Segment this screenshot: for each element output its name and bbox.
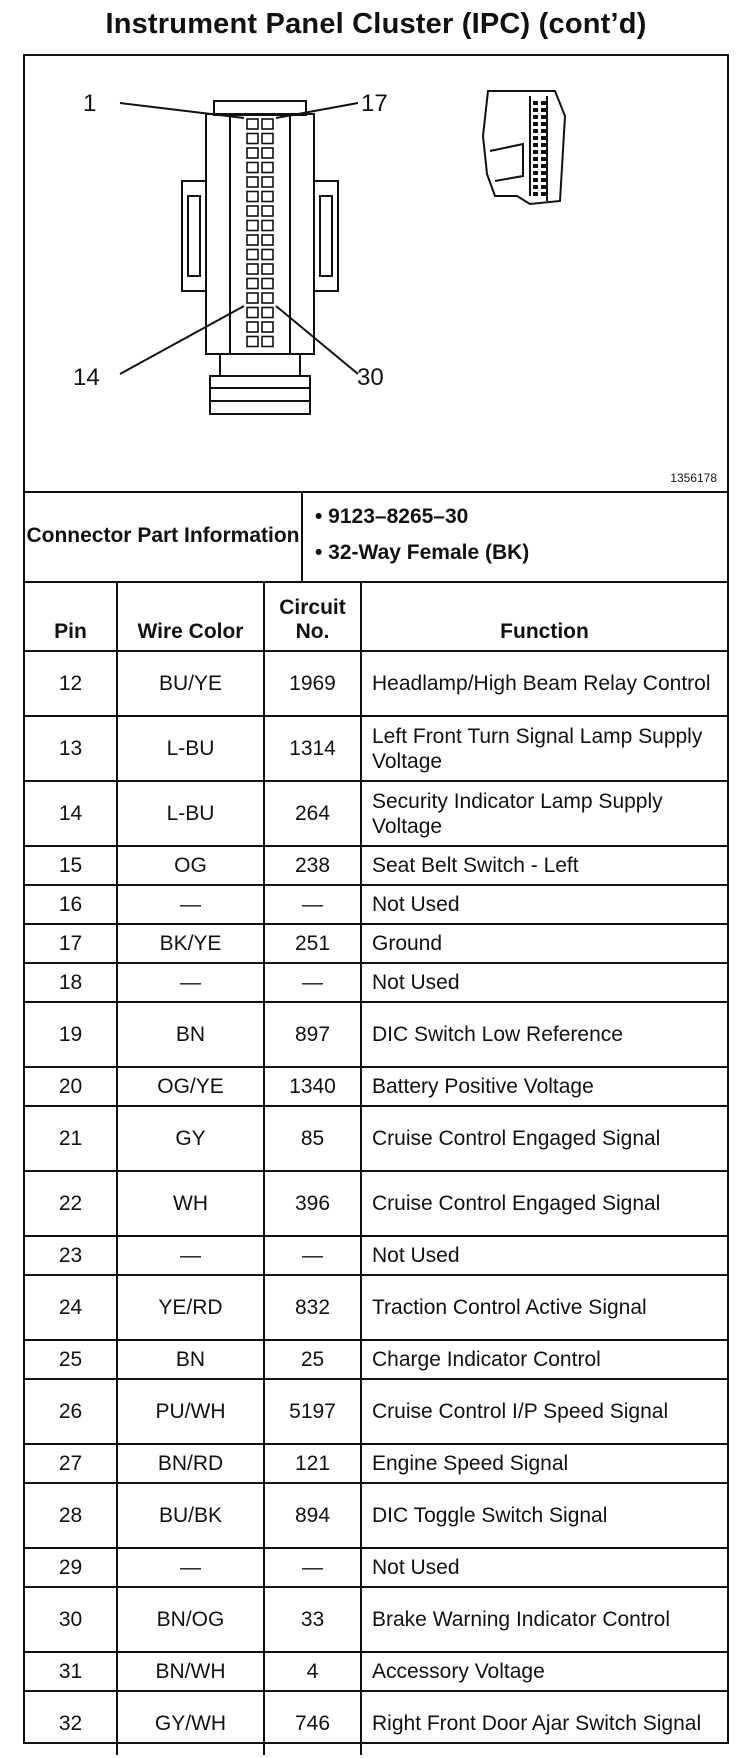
pin-label-14: 14 (73, 364, 100, 391)
connector-top-cap (214, 101, 306, 115)
pin-cell: 23 (25, 1236, 117, 1275)
pin-cavity (262, 322, 273, 332)
pin-cell: 22 (25, 1171, 117, 1236)
table-row (25, 716, 727, 781)
pin-cell: 24 (25, 1275, 117, 1340)
pin-cavity (262, 177, 273, 187)
pin-cell: 13 (25, 716, 117, 781)
header-circuit-no: Circuit No. (264, 581, 361, 651)
pin-cell: 31 (25, 1652, 117, 1691)
pin-cavity (262, 134, 273, 144)
circuit-cell: 897 (264, 1002, 361, 1067)
connector-bottom-collar (220, 354, 300, 376)
function-cell: Ground (361, 924, 727, 963)
pin-cell: 29 (25, 1548, 117, 1587)
function-cell: Not Used (361, 963, 727, 1002)
circuit-cell: — (264, 963, 361, 1002)
table-row (25, 885, 727, 924)
header-pin: Pin (25, 581, 117, 651)
function-cell: DIC Toggle Switch Signal (361, 1483, 727, 1548)
pin-cavity (247, 177, 258, 187)
pin-cell: 17 (25, 924, 117, 963)
side-pin-cavity (533, 150, 538, 154)
side-pin-cavity (533, 171, 538, 175)
wire-color-cell: — (117, 963, 264, 1002)
circuit-cell: 1969 (264, 651, 361, 716)
circuit-cell: 25 (264, 1340, 361, 1379)
function-cell: Charge Indicator Control (361, 1340, 727, 1379)
pin-cell: 25 (25, 1340, 117, 1379)
pin-cell: 20 (25, 1067, 117, 1106)
wire-color-cell: OG (117, 846, 264, 885)
side-pin-cavity (541, 185, 546, 189)
pin-label-17: 17 (361, 90, 388, 117)
wire-color-cell: — (117, 885, 264, 924)
table-row (25, 1587, 727, 1652)
left-latch (182, 181, 206, 291)
table-row (25, 1275, 727, 1340)
table-row (25, 1106, 727, 1171)
wire-color-cell: GY/WH (117, 1691, 264, 1755)
pin-cell: 30 (25, 1587, 117, 1652)
pin-cavity (247, 119, 258, 129)
wire-color-cell: L-BU (117, 781, 264, 846)
circuit-cell: 264 (264, 781, 361, 846)
table-header-row (25, 581, 727, 651)
pin-cell: 32 (25, 1691, 117, 1755)
header-wire-color: Wire Color (117, 581, 264, 651)
pin-cell: 26 (25, 1379, 117, 1444)
function-cell: Engine Speed Signal (361, 1444, 727, 1483)
table-row (25, 1483, 727, 1548)
side-pin-cavity (541, 192, 546, 196)
table-row (25, 1444, 727, 1483)
circuit-cell: 746 (264, 1691, 361, 1755)
wire-color-cell: WH (117, 1171, 264, 1236)
function-cell: Cruise Control Engaged Signal (361, 1171, 727, 1236)
circuit-cell: 121 (264, 1444, 361, 1483)
side-pin-cavity (533, 157, 538, 161)
pin-cell: 15 (25, 846, 117, 885)
wire-color-cell: BN (117, 1340, 264, 1379)
table-row (25, 1652, 727, 1691)
connector-drawing (25, 56, 727, 489)
pin-cavity (247, 235, 258, 245)
pin-label-30: 30 (357, 364, 384, 391)
connector-diagram (25, 56, 727, 493)
function-cell: Not Used (361, 1548, 727, 1587)
wire-color-cell: PU/WH (117, 1379, 264, 1444)
pin-cell: 27 (25, 1444, 117, 1483)
function-cell: Not Used (361, 1236, 727, 1275)
pin-cavity (262, 264, 273, 274)
figure-id: 1356178 (670, 471, 717, 485)
side-pin-cavity (541, 164, 546, 168)
connector-description: • 32-Way Female (BK) (315, 541, 530, 564)
circuit-cell: 238 (264, 846, 361, 885)
header-function: Function (361, 581, 727, 651)
side-pin-cavity (533, 185, 538, 189)
function-cell: Security Indicator Lamp Supply Voltage (361, 781, 727, 846)
side-pin-cavity (533, 136, 538, 140)
wire-color-cell: — (117, 1236, 264, 1275)
pin-cavity (262, 279, 273, 289)
side-pin-cavity (533, 129, 538, 133)
pinout-table (25, 581, 727, 1755)
connector-skirt (210, 376, 310, 414)
circuit-cell: 832 (264, 1275, 361, 1340)
connector-info-label: Connector Part Information (25, 491, 303, 581)
side-pin-cavity (541, 136, 546, 140)
side-pin-cavity (541, 122, 546, 126)
side-pin-cavity (533, 101, 538, 105)
table-row (25, 1067, 727, 1106)
wire-color-cell: OG/YE (117, 1067, 264, 1106)
table-row (25, 1548, 727, 1587)
pin-cavity (262, 293, 273, 303)
side-pin-cavity (541, 150, 546, 154)
table-row (25, 924, 727, 963)
wire-color-cell: YE/RD (117, 1275, 264, 1340)
circuit-cell: — (264, 1236, 361, 1275)
side-pin-cavity (541, 108, 546, 112)
circuit-cell: 1314 (264, 716, 361, 781)
pin-cavity (262, 148, 273, 158)
side-pin-cavity (533, 178, 538, 182)
pin-cavity (247, 148, 258, 158)
table-row (25, 846, 727, 885)
pin-cavity (247, 221, 258, 231)
wire-color-cell: BN/RD (117, 1444, 264, 1483)
circuit-cell: 1340 (264, 1067, 361, 1106)
circuit-cell: 251 (264, 924, 361, 963)
side-pin-cavity (533, 122, 538, 126)
pin-cavity (262, 206, 273, 216)
function-cell: Seat Belt Switch - Left (361, 846, 727, 885)
pin-cavity (247, 308, 258, 318)
table-row (25, 651, 727, 716)
pin-cavity (247, 134, 258, 144)
side-pin-cavity (533, 192, 538, 196)
side-pin-cavity (533, 164, 538, 168)
function-cell: Cruise Control Engaged Signal (361, 1106, 727, 1171)
pin-cavity (247, 250, 258, 260)
connector-sheet (23, 54, 729, 1744)
table-row (25, 1236, 727, 1275)
pin-cell: 14 (25, 781, 117, 846)
pin-cell: 28 (25, 1483, 117, 1548)
table-row (25, 1002, 727, 1067)
table-row (25, 1171, 727, 1236)
pin-cavity (247, 264, 258, 274)
pin-cavity (262, 163, 273, 173)
side-pin-cavity (541, 101, 546, 105)
pin-cavity (262, 250, 273, 260)
side-pin-cavity (541, 157, 546, 161)
wire-color-cell: BU/BK (117, 1483, 264, 1548)
wire-color-cell: L-BU (117, 716, 264, 781)
pin-cavity (247, 279, 258, 289)
function-cell: Not Used (361, 885, 727, 924)
side-pin-cavity (541, 129, 546, 133)
pin-cavity (262, 308, 273, 318)
circuit-cell: — (264, 1548, 361, 1587)
table-row (25, 781, 727, 846)
right-latch (314, 181, 338, 291)
side-pin-cavity (541, 178, 546, 182)
pin-cavity (262, 337, 273, 347)
circuit-cell: — (264, 885, 361, 924)
pin-label-1: 1 (83, 90, 97, 117)
connector-part-number: • 9123–8265–30 (315, 505, 469, 528)
wire-color-cell: BN/WH (117, 1652, 264, 1691)
function-cell: DIC Switch Low Reference (361, 1002, 727, 1067)
wire-color-cell: GY (117, 1106, 264, 1171)
pin-cavity (247, 322, 258, 332)
wire-color-cell: BN (117, 1002, 264, 1067)
connector-info-values (315, 499, 529, 571)
wire-color-cell: BU/YE (117, 651, 264, 716)
pin-cell: 19 (25, 1002, 117, 1067)
circuit-cell: 4 (264, 1652, 361, 1691)
pin-cavity (247, 206, 258, 216)
circuit-cell: 894 (264, 1483, 361, 1548)
pin-cavity (247, 163, 258, 173)
pin-cavity (247, 192, 258, 202)
pin-cell: 21 (25, 1106, 117, 1171)
pin-cavity (262, 221, 273, 231)
function-cell: Cruise Control I/P Speed Signal (361, 1379, 727, 1444)
function-cell: Right Front Door Ajar Switch Signal (361, 1691, 727, 1755)
function-cell: Battery Positive Voltage (361, 1067, 727, 1106)
side-pin-cavity (541, 171, 546, 175)
table-row (25, 963, 727, 1002)
side-pin-cavity (533, 115, 538, 119)
pin-cavity (247, 293, 258, 303)
circuit-cell: 5197 (264, 1379, 361, 1444)
circuit-cell: 396 (264, 1171, 361, 1236)
function-cell: Accessory Voltage (361, 1652, 727, 1691)
pin-cavity (262, 192, 273, 202)
table-row (25, 1691, 727, 1755)
wire-color-cell: — (117, 1548, 264, 1587)
wire-color-cell: BN/OG (117, 1587, 264, 1652)
table-row (25, 1340, 727, 1379)
pin-cavity (247, 337, 258, 347)
circuit-cell: 85 (264, 1106, 361, 1171)
function-cell: Traction Control Active Signal (361, 1275, 727, 1340)
side-pin-cavity (541, 115, 546, 119)
connector-part-info (25, 491, 727, 583)
page-title: Instrument Panel Cluster (IPC) (cont’d) (105, 8, 647, 40)
side-pin-cavity (533, 143, 538, 147)
pin-cell: 16 (25, 885, 117, 924)
pin-cavity (262, 235, 273, 245)
table-row (25, 1379, 727, 1444)
wire-color-cell: BK/YE (117, 924, 264, 963)
side-pin-cavity (533, 108, 538, 112)
pin-cell: 18 (25, 963, 117, 1002)
function-cell: Left Front Turn Signal Lamp Supply Voltage (361, 716, 727, 781)
function-cell: Brake Warning Indicator Control (361, 1587, 727, 1652)
circuit-cell: 33 (264, 1587, 361, 1652)
pin-cell: 12 (25, 651, 117, 716)
pin-cavity (262, 119, 273, 129)
function-cell: Headlamp/High Beam Relay Control (361, 651, 727, 716)
side-pin-cavity (541, 143, 546, 147)
